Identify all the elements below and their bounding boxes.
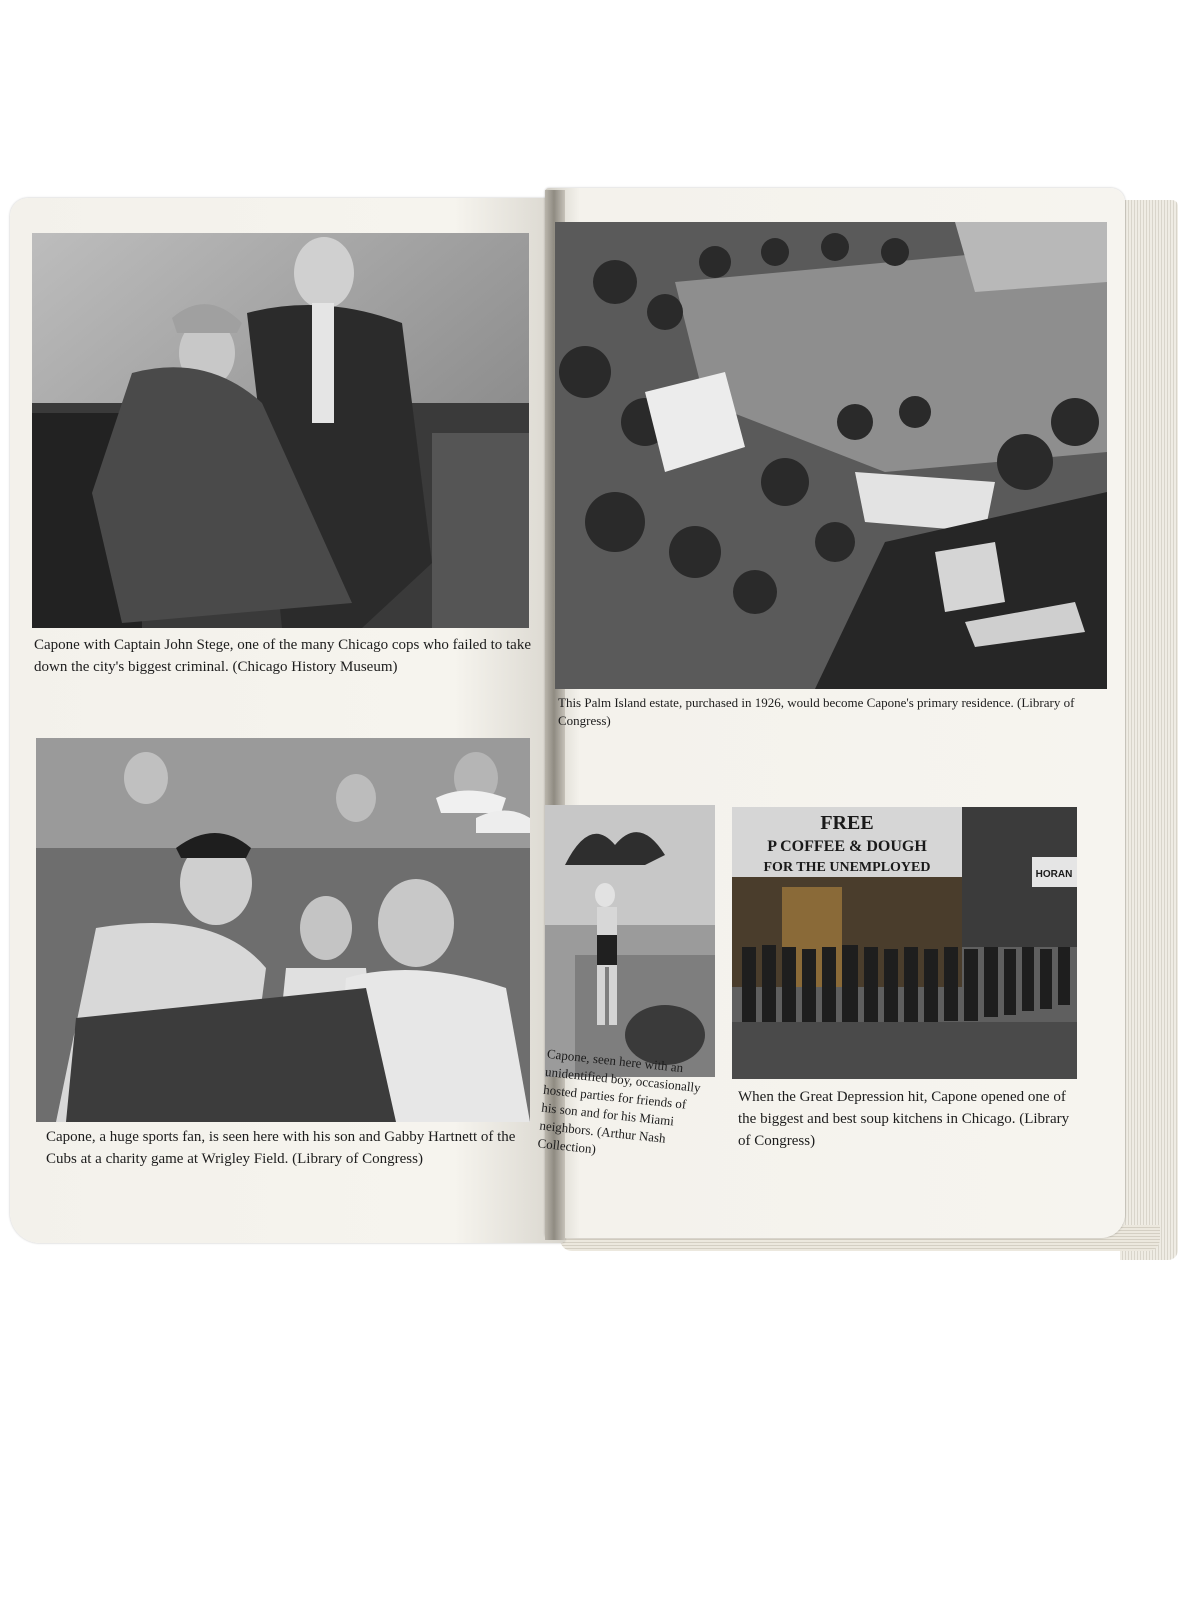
photo-pool-boy-image: [545, 805, 715, 1077]
photo-pool-boy: [545, 805, 715, 1077]
photo-capone-stege-image: [32, 233, 529, 628]
photo-wrigley-field-image: [36, 738, 530, 1122]
sign-text-coffee: P COFFEE & DOUGH: [767, 838, 927, 855]
sign-text-unemployed: FOR THE UNEMPLOYED: [763, 860, 931, 875]
photo-palm-island-image: [555, 222, 1107, 689]
photo-palm-island: [555, 222, 1107, 689]
sign-text-free: FREE: [820, 812, 874, 834]
photo-soup-kitchen-image: [732, 807, 1077, 1079]
caption-capone-stege: Capone with Captain John Stege, one of the many Chicago cops who failed to take down the city's biggest criminal. (Chicago History Museum): [34, 637, 531, 675]
photo-soup-kitchen: [732, 807, 1077, 1079]
page-edges-right: [1120, 200, 1178, 1260]
photo-wrigley-field: [36, 738, 530, 1122]
sign-text-horan: HORAN: [1035, 869, 1073, 880]
photo-capone-stege: [32, 233, 529, 628]
caption-wrigley-field: Capone, a huge sports fan, is seen here with his son and Gabby Hartnett of the Cubs at a charity game at Wrigley Field. (Library of Congress): [46, 1129, 516, 1167]
caption-soup-kitchen: When the Great Depression hit, Capone opened one of the biggest and best soup kitchens in Chicago. (Library of Congress): [738, 1089, 1070, 1149]
caption-pool-boy: Capone, seen here with an unidentified boy, occasionally hosted parties for friends of his son and for his Miami neighbors. (Arthur Nash Collection): [536, 1045, 702, 1157]
caption-palm-island: This Palm Island estate, purchased in 1926, would become Capone's primary residence. (Library of Congress): [558, 695, 1075, 728]
